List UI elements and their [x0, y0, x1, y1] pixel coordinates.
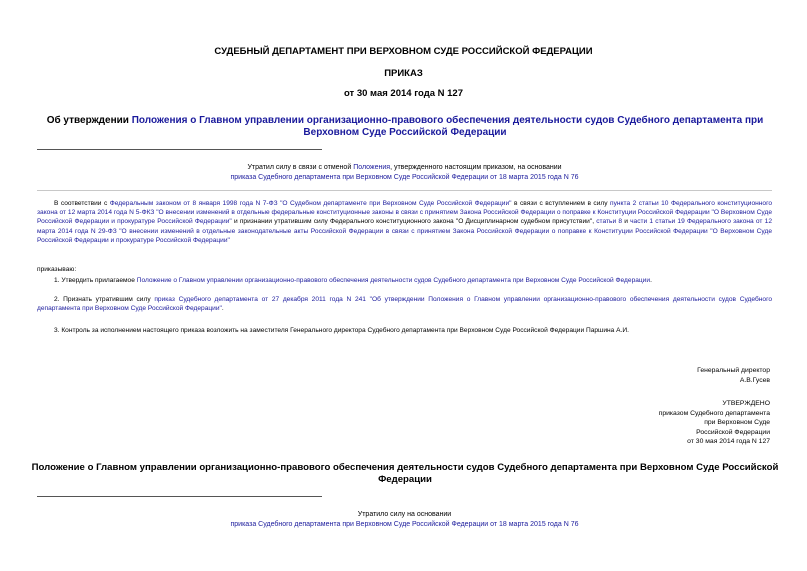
order-item-2	[37, 295, 772, 313]
approved-line: Российской Федерации	[696, 428, 770, 436]
article-8-link[interactable]: статьи 8	[596, 218, 623, 226]
order-item-1	[37, 276, 772, 285]
status-note-text: Утратил силу в связи с отменой	[247, 164, 354, 171]
item-text: 1. Утвердить прилагаемое	[54, 277, 137, 284]
signature-position: Генеральный директор	[697, 367, 770, 374]
document-date: от 30 мая 2014 года N 127	[343, 88, 464, 99]
regulation-link[interactable]: Положения о Главном управлении организационно-правового обеспечения деятельности судов Судебного департамента при Верховном Суде Российской Федерации	[131, 115, 764, 138]
status-note-text: Утратило силу на основании	[357, 511, 452, 518]
article-19-link[interactable]: части 1 статьи 19 Федерального закона от 12 марта 2014 года N 29-ФЗ "О внесении изменений в отдельные законодательные акты Российской Федерации в связи с принятием Закона Российской Федерации о поправке к Конституции Российской Федерации "О Верховном Суде Российской Федерации и прокуратуре Российской Федерации"	[37, 218, 772, 244]
cancellation-order-link[interactable]: приказа Судебного департамента при Верховном Суде Российской Федерации от 18 марта 2015 года N 76	[230, 174, 579, 181]
status-note-text: , утвержденного настоящим приказом, на основании	[390, 164, 562, 171]
approved-line: при Верховном Суде	[704, 419, 770, 427]
regulation-status-note	[37, 510, 772, 530]
divider	[37, 149, 322, 150]
organization-heading: СУДЕБНЫЙ ДЕПАРТАМЕНТ ПРИ ВЕРХОВНОМ СУДЕ РОССИЙСКОЙ ФЕДЕРАЦИИ	[214, 46, 593, 57]
regulation-ref-link[interactable]: Положения	[353, 164, 391, 171]
signature-name: А.В.Гусев	[739, 376, 770, 384]
approved-line: приказом Судебного департамента	[658, 409, 770, 417]
signature-block	[697, 366, 770, 385]
divider	[37, 496, 322, 497]
regulation-title: Положение о Главном управлении организационно-правового обеспечения деятельности судов Судебного департамента при Верховном Суде Российской Федерации	[31, 462, 779, 485]
preamble-text: В соответствии с	[54, 200, 110, 207]
document-title	[30, 115, 780, 139]
item-text: .	[650, 277, 652, 284]
preamble-text: и	[622, 218, 631, 226]
item-text: .	[221, 305, 224, 313]
approved-label: УТВЕРЖДЕНО	[722, 400, 770, 407]
gray-divider	[37, 190, 772, 191]
title-prefix: Об утверждении	[46, 115, 132, 126]
status-note	[37, 163, 772, 183]
item-text: 2. Признать утратившим силу	[54, 296, 155, 303]
document-type: ПРИКАЗ	[384, 68, 423, 79]
preamble-paragraph	[37, 199, 772, 245]
repealed-order-link[interactable]: приказ Судебного департамента от 27 декабря 2011 года N 241 "Об утверждении Положения о Главном управлении организационно-правового обеспечения деятельности судов Судебного департамента при Верховном Суде Российской Федерации"	[37, 296, 772, 313]
federal-law-link[interactable]: Федеральным законом от 8 января 1998 года N 7-ФЗ "О Судебном департаменте при Верховном Суде Российской Федерации"	[109, 200, 512, 207]
approved-line: от 30 мая 2014 года N 127	[687, 438, 770, 446]
preamble-text: и признании утратившим силу Федерального конституционного закона "О Дисциплинарном судебном присутствии",	[231, 218, 597, 226]
preamble-text: в связи с вступлением в силу	[511, 200, 611, 207]
cancellation-order-link[interactable]: приказа Судебного департамента при Верховном Суде Российской Федерации от 18 марта 2015 года N 76	[230, 521, 579, 528]
order-word: приказываю:	[37, 266, 77, 273]
order-item-3: 3. Контроль за исполнением настоящего приказа возложить на заместителя Генерального директора Судебного департамента при Верховном Суде Российской Федерации Паршина А.И.	[54, 327, 629, 334]
constitutional-law-link[interactable]: пункта 2 статьи 10 Федерального конституционного закона от 12 марта 2014 года N 5-ФКЗ "О внесении изменений в отдельные федеральные конституционные законы в связи с принятием Закона Российской Федерации о поправке к Конституции Российской Федерации "О Верховном Суде Российской Федерации и прокуратуре Российской Федерации"	[37, 200, 773, 226]
approval-stamp	[659, 399, 770, 447]
approved-regulation-link[interactable]: Положение о Главном управлении организационно-правового обеспечения деятельности судов Судебного департамента при Верховном Суде Российской Федерации	[136, 277, 651, 284]
